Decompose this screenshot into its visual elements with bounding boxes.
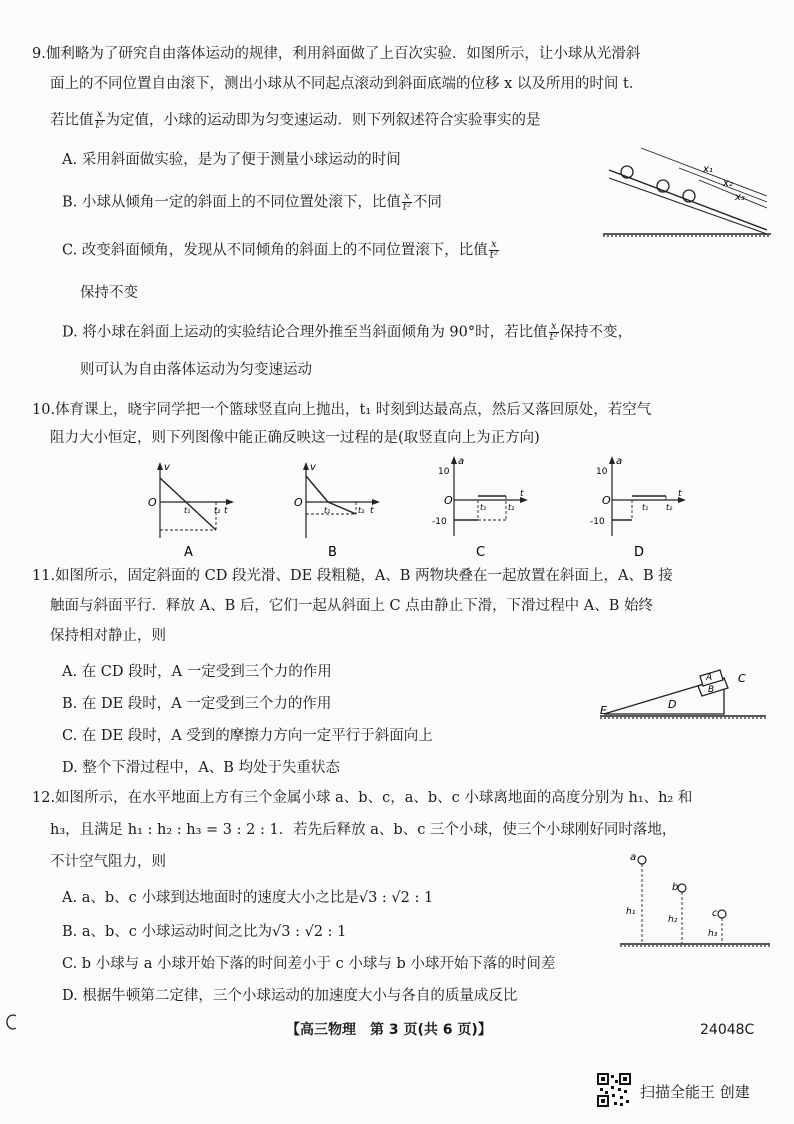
graph-b-line bbox=[306, 476, 356, 514]
graph-b-t2: t₂ bbox=[358, 506, 365, 515]
graph-c-bottom: -10 bbox=[432, 517, 447, 527]
q11-option-a: A. 在 CD 段时，A 一定受到三个力的作用 bbox=[62, 664, 332, 680]
graph-d-letter: D bbox=[634, 545, 645, 560]
q9-stem-line-3: 若比值 $\frac{x}{\text{t²}}$ 为定值，小球的运动即为匀变速运动．则下列叙述符合实验事实的是 bbox=[50, 109, 541, 131]
graph-a-t1: t₁ bbox=[184, 506, 191, 515]
q11-stem-line-2: 触面与斜面平行．释放 A、B 后，它们一起从斜面上 C 点由静止下滑，下滑过程中 A、B 始终 bbox=[50, 598, 653, 614]
graph-b-t: t bbox=[370, 506, 374, 516]
graph-d-bottom: -10 bbox=[590, 517, 605, 527]
label-b: B bbox=[708, 685, 715, 695]
qr-code-icon bbox=[596, 1072, 632, 1108]
ball-c bbox=[718, 910, 726, 918]
scanner-watermark: 扫描全能王 创建 bbox=[640, 1083, 750, 1101]
label-h3: h₃ bbox=[708, 929, 718, 939]
graph-a-t: t bbox=[224, 506, 228, 516]
q12-option-b: B. a、b、c 小球运动时间之比为√3 : √2 : 1 bbox=[62, 924, 347, 940]
q9-option-d: D. 将小球在斜面上运动的实验结论合理外推至当斜面倾角为 90°时，若比值 $\frac{x}{\text{t²}}$ 保持不变， bbox=[62, 321, 633, 343]
graph-d-t1: t₁ bbox=[642, 503, 649, 512]
graph-a-letter: A bbox=[184, 545, 193, 560]
graph-c-letter: C bbox=[476, 545, 486, 560]
graph-d-origin: O bbox=[602, 494, 611, 507]
q9-stem-line-1: 9.伽利略为了研究自由落体运动的规律，利用斜面做了上百次实验．如图所示，让小球从光滑斜 bbox=[32, 46, 641, 62]
graph-b-t1: t₁ bbox=[324, 506, 331, 515]
label-x1: x₁ bbox=[703, 164, 713, 175]
graph-a-line bbox=[160, 478, 216, 530]
graph-b-letter: B bbox=[328, 545, 337, 560]
graph-c-ylabel: a bbox=[458, 456, 465, 467]
q9-option-a: A. 采用斜面做实验，是为了便于测量小球运动的时间 bbox=[62, 152, 401, 168]
graph-b bbox=[284, 460, 384, 560]
label-x2: x₂ bbox=[723, 178, 733, 189]
binding-hole-icon bbox=[6, 1014, 20, 1030]
label-h1: h₁ bbox=[626, 907, 636, 917]
q9-stem-line-2: 面上的不同位置自由滚下，测出小球从不同起点滚动到斜面底端的位移 x 以及所用的时间 t． bbox=[50, 76, 644, 92]
graph-b-origin: O bbox=[294, 496, 303, 509]
q11-option-d: D. 整个下滑过程中，A、B 均处于失重状态 bbox=[62, 760, 341, 776]
label-d: D bbox=[668, 698, 677, 711]
q12-option-d: D. 根据牛顿第二定律，三个小球运动的加速度大小与各自的质量成反比 bbox=[62, 988, 518, 1004]
q12-option-a: A. a、b、c 小球到达地面时的速度大小之比是√3 : √2 : 1 bbox=[62, 890, 434, 906]
graph-d bbox=[590, 452, 690, 560]
exam-code: 24048C bbox=[700, 1022, 755, 1038]
graph-a-t2: t₂ bbox=[214, 506, 221, 515]
ball-a bbox=[638, 856, 646, 864]
graph-c-t2: t₂ bbox=[508, 503, 515, 512]
page-footer: 【高三物理 第 3 页(共 6 页)】 bbox=[286, 1022, 492, 1038]
label-c: C bbox=[738, 672, 746, 685]
label-ball-c: c bbox=[712, 908, 718, 919]
ball-b bbox=[678, 884, 686, 892]
q10-stem-line-2: 阻力大小恒定，则下列图像中能正确反映这一过程的是(取竖直向上为正方向) bbox=[50, 430, 540, 446]
q12-stem-line-1: 12.如图所示，在水平地面上方有三个金属小球 a、b、c，a、b、c 小球离地面的高度分别为 h₁、h₂ 和 bbox=[32, 790, 693, 806]
q12-balls-figure bbox=[616, 848, 774, 954]
q12-stem-line-3: 不计空气阻力，则 bbox=[50, 854, 166, 870]
q11-option-c: C. 在 DE 段时，A 受到的摩擦力方向一定平行于斜面向上 bbox=[62, 728, 433, 744]
label-a: A bbox=[706, 673, 713, 683]
label-x3: x₃ bbox=[735, 192, 745, 203]
q12-option-c: C. b 小球与 a 小球开始下落的时间差小于 c 小球与 b 小球开始下落的时间差 bbox=[62, 956, 556, 972]
q9-option-b: B. 小球从倾角一定的斜面上的不同位置处滚下，比值 $\frac{x}{\text{t²}}$ 不同 bbox=[62, 191, 442, 213]
label-ball-a: a bbox=[630, 852, 637, 863]
label-h2: h₂ bbox=[668, 915, 678, 925]
graph-d-t2: t₂ bbox=[666, 503, 673, 512]
q9-incline-figure bbox=[595, 138, 775, 238]
graph-d-ylabel: a bbox=[616, 456, 623, 467]
q12-stem-line-2: h₃，且满足 h₁ : h₂ : h₃ = 3 : 2 : 1．若先后释放 a、b、c 三个小球，使三个小球刚好同时落地， bbox=[50, 822, 677, 838]
graph-a-ylabel: v bbox=[164, 462, 170, 473]
graph-a bbox=[138, 460, 238, 560]
q11-stem-line-1: 11.如图所示，固定斜面的 CD 段光滑、DE 段粗糙，A、B 两物块叠在一起放置在斜面上，A、B 接 bbox=[32, 568, 673, 584]
graph-b-ylabel: v bbox=[310, 462, 316, 473]
q9-option-c: C. 改变斜面倾角，发现从不同倾角的斜面上的不同位置滚下，比值 $\frac{x}{\text{t²}}$ bbox=[62, 239, 498, 261]
q9-option-d-cont: 则可认为自由落体运动为匀变速运动 bbox=[80, 362, 312, 378]
q11-stem-line-3: 保持相对静止，则 bbox=[50, 628, 166, 644]
q11-option-b: B. 在 DE 段时，A 一定受到三个力的作用 bbox=[62, 696, 332, 712]
label-ball-b: b bbox=[672, 882, 679, 893]
q11-slope-figure bbox=[598, 656, 768, 722]
graph-d-top: 10 bbox=[596, 467, 608, 477]
graph-c-origin: O bbox=[444, 494, 453, 507]
graph-c-top: 10 bbox=[438, 467, 450, 477]
label-e: E bbox=[600, 704, 607, 717]
graph-c bbox=[432, 452, 532, 560]
graph-c-t: t bbox=[520, 489, 524, 499]
graph-d-t: t bbox=[678, 489, 682, 499]
q10-stem-line-1: 10.体育课上，晓宇同学把一个篮球竖直向上抛出，t₁ 时刻到达最高点，然后又落回原处，若空气 bbox=[32, 402, 652, 418]
graph-a-origin: O bbox=[148, 496, 157, 509]
ratio-fraction: $\frac{x}{\text{t²}}$ bbox=[95, 109, 104, 131]
q9-option-c-cont: 保持不变 bbox=[80, 285, 138, 301]
graph-c-t1: t₁ bbox=[480, 503, 487, 512]
